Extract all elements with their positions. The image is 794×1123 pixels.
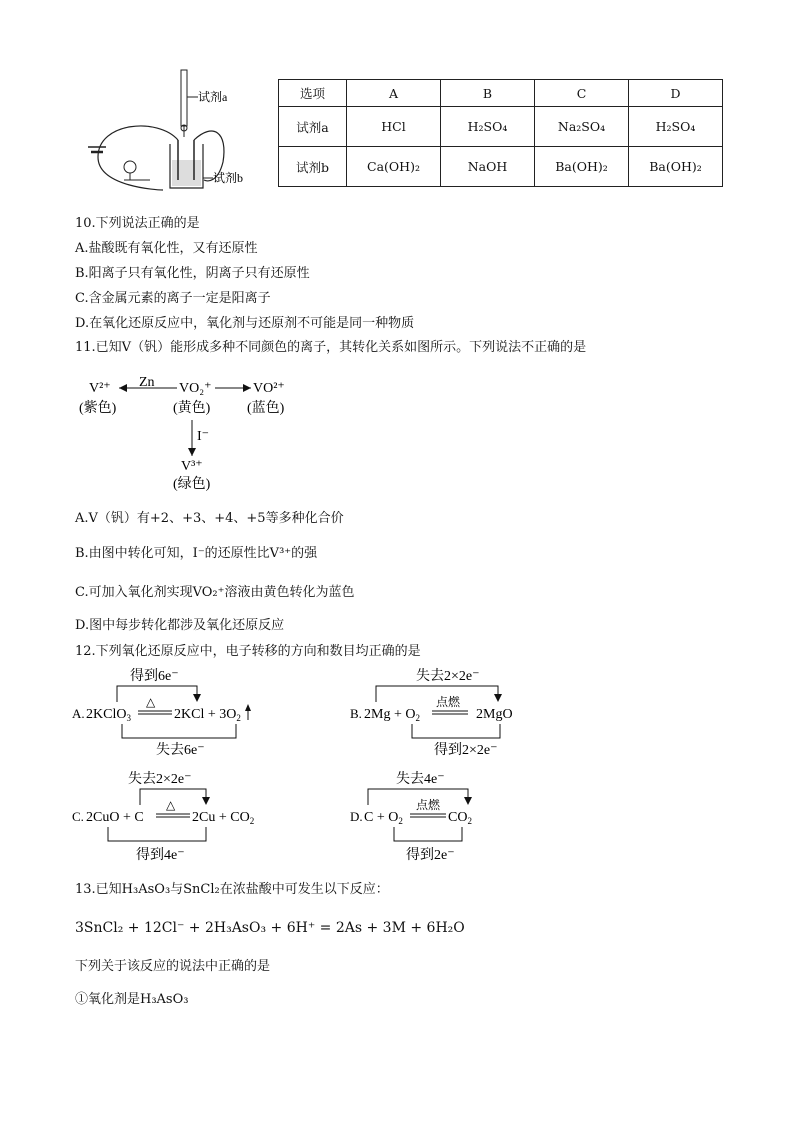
header-cell: C xyxy=(535,80,629,107)
header-cell: 选项 xyxy=(279,80,347,107)
q12a-top-label: 得到6e⁻ xyxy=(130,669,179,684)
q13-equation: 3SnCl₂ + 12Cl⁻ + 2H₃AsO₃ + 6H⁺ = 2As + 3M + 6H₂O xyxy=(75,920,465,936)
q12-option-a-scheme xyxy=(72,662,332,757)
v2-ion: V²⁺ xyxy=(89,381,111,396)
svg-text:CO2: $CO_2$ xyxy=(448,810,472,826)
table-header-row xyxy=(279,80,723,107)
table-cell: Ca(OH)₂ xyxy=(347,147,441,187)
table-row xyxy=(279,147,723,187)
q12d-top-label: 失去4e⁻ xyxy=(396,772,445,787)
svg-text:2KCl + 3O2: $2KCl + 3O_2$ xyxy=(174,707,241,723)
svg-text:2Mg + O2: $2Mg + O_2$ xyxy=(364,707,420,723)
reagent-b-label: 试剂b xyxy=(213,171,244,185)
conductivity-apparatus xyxy=(78,62,268,202)
q11-stem: 11.已知V（钒）能形成多种不同颜色的离子，其转化关系如图所示。下列说法不正确的是 xyxy=(75,340,587,355)
q10-option-a: A.盐酸既有氧化性，又有还原性 xyxy=(75,241,258,256)
q13-stem: 13.已知H₃AsO₃与SnCl₂在浓盐酸中可发生以下反应： xyxy=(75,882,389,897)
vo2plus2-color: (蓝色) xyxy=(247,401,285,416)
svg-text:2Cu + CO2: $2Cu + CO_2$ xyxy=(192,810,255,826)
q12d-label: D. xyxy=(350,809,363,824)
q10-option-c: C.含金属元素的离子一定是阳离子 xyxy=(75,291,271,306)
q12d-condition: 点燃 xyxy=(416,798,441,812)
q12b-bottom-label: 得到2×2e⁻ xyxy=(434,743,498,757)
svg-text:2KClO3: 2KClO$_3$ xyxy=(86,707,131,723)
q12b-label: B. xyxy=(350,706,362,721)
zn-reagent: Zn xyxy=(139,375,155,390)
q10-option-b: B.阳离子只有氧化性，阴离子只有还原性 xyxy=(75,266,310,281)
svg-text:2CuO + C: 2CuO + C xyxy=(86,810,144,825)
iodide-reagent: I⁻ xyxy=(197,429,210,444)
vo2plus-ion: VO₂⁺ xyxy=(179,381,212,396)
q12-option-d-scheme xyxy=(350,765,550,865)
q12a-condition: △ xyxy=(146,695,156,709)
q12-stem: 12.下列氧化还原反应中，电子转移的方向和数目均正确的是 xyxy=(75,644,421,659)
q12b-top-label: 失去2×2e⁻ xyxy=(416,669,480,684)
q13-ask: 下列关于该反应的说法中正确的是 xyxy=(75,959,271,974)
table-row xyxy=(279,107,723,147)
svg-text:2MgO: 2MgO xyxy=(476,707,513,722)
table-cell: HCl xyxy=(347,107,441,147)
q12c-label: C. xyxy=(72,809,84,824)
v3-color: (绿色) xyxy=(173,477,211,492)
table-cell: NaOH xyxy=(441,147,535,187)
table-cell: H₂SO₄ xyxy=(629,107,723,147)
q11-option-d: D.图中每步转化都涉及氧化还原反应 xyxy=(75,618,285,633)
v3-ion: V³⁺ xyxy=(181,459,203,474)
table-cell: Ba(OH)₂ xyxy=(629,147,723,187)
table-cell: Na₂SO₄ xyxy=(535,107,629,147)
q12a-label: A. xyxy=(72,706,85,721)
q12c-top-label: 失去2×2e⁻ xyxy=(128,772,192,787)
row-label: 试剂a xyxy=(279,107,347,147)
q10-option-d: D.在氧化还原反应中，氧化剂与还原剂不可能是同一种物质 xyxy=(75,316,415,331)
row-label: 试剂b xyxy=(279,147,347,187)
q12b-condition: 点燃 xyxy=(436,695,461,709)
table-cell: H₂SO₄ xyxy=(441,107,535,147)
svg-text:C + O2: $C + O_2$ xyxy=(364,810,403,826)
q12-option-b-scheme xyxy=(350,662,550,757)
q12c-condition: △ xyxy=(166,798,176,812)
header-cell: A xyxy=(347,80,441,107)
q10-stem: 10.下列说法正确的是 xyxy=(75,216,200,231)
q12c-bottom-label: 得到4e⁻ xyxy=(136,848,185,863)
vo2plus2-ion: VO²⁺ xyxy=(253,381,285,396)
v2-color: (紫色) xyxy=(79,401,117,416)
q12a-bottom-label: 失去6e⁻ xyxy=(156,743,205,757)
q12d-bottom-label: 得到2e⁻ xyxy=(406,848,455,863)
table-cell: Ba(OH)₂ xyxy=(535,147,629,187)
q13-item-1: ①氧化剂是H₃AsO₃ xyxy=(75,992,189,1007)
reagent-a-label: 试剂a xyxy=(198,90,228,104)
q11-option-a: A.V（钒）有+2、+3、+4、+5等多种化合价 xyxy=(75,511,344,526)
vo2plus-color: (黄色) xyxy=(173,401,211,416)
reagent-options-table xyxy=(278,79,723,187)
q11-option-c: C.可加入氧化剂实现VO₂⁺溶液由黄色转化为蓝色 xyxy=(75,585,355,600)
header-cell: D xyxy=(629,80,723,107)
header-cell: B xyxy=(441,80,535,107)
q11-option-b: B.由图中转化可知，I⁻的还原性比V³⁺的强 xyxy=(75,546,318,561)
q12-option-c-scheme xyxy=(72,765,332,865)
vanadium-conversion-diagram xyxy=(75,368,325,493)
